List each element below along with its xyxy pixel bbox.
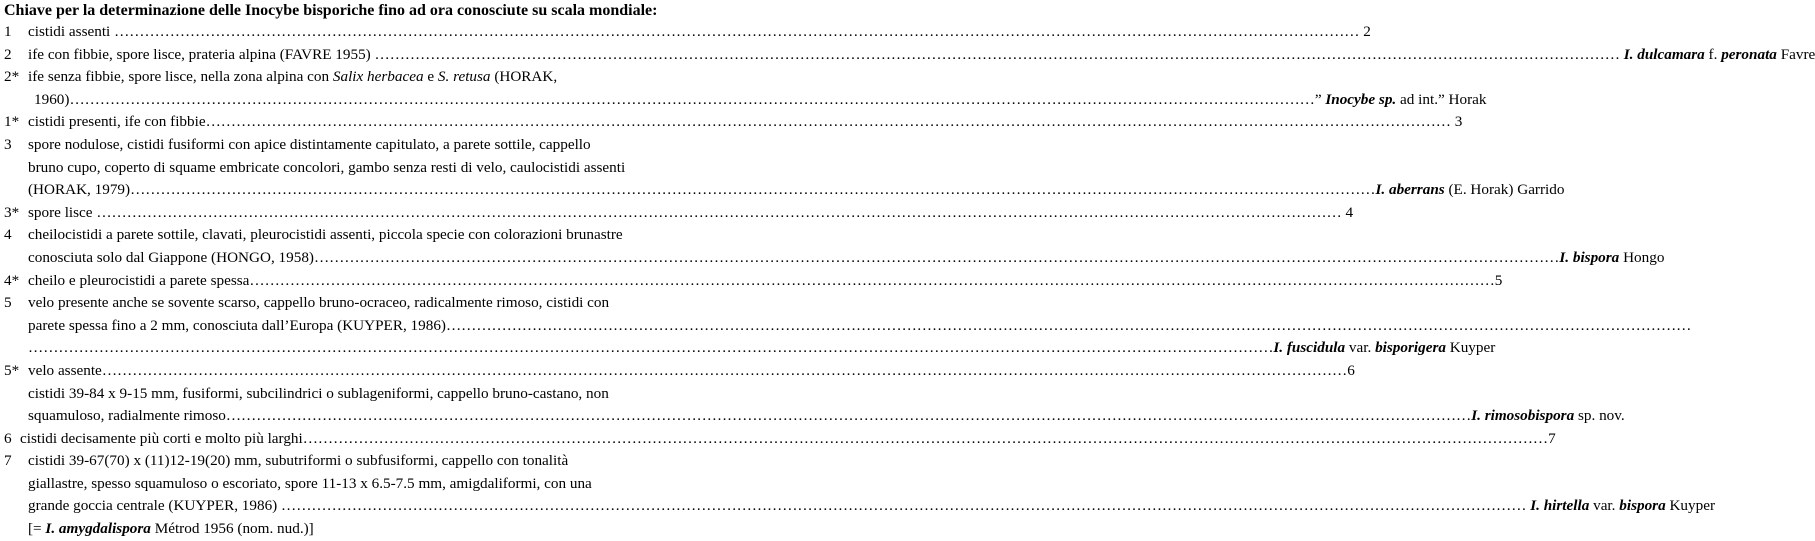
taxon-name: I. bispora xyxy=(1559,248,1620,266)
entry-text: velo assente xyxy=(28,361,102,379)
taxon-name: I. rimosobispora xyxy=(1471,407,1575,425)
entry-text-cont: giallastre, spesso squamuloso o escoriato, spore 11-13 x 6.5-7.5 mm, amigdaliformi, con una xyxy=(28,474,592,492)
entry-number: 2* xyxy=(4,68,20,86)
taxon-author: Kuyper xyxy=(1669,497,1716,515)
entry-text: squamuloso, radialmente rimoso xyxy=(28,407,226,425)
key-entry-5-star-cont xyxy=(4,405,1625,428)
key-entry-2-star-cont xyxy=(4,89,1487,112)
key-entry-7 xyxy=(4,450,796,473)
key-entry-1 xyxy=(4,21,1371,44)
entry-number: 5* xyxy=(4,361,20,379)
entry-number: 1 xyxy=(4,23,12,40)
entry-target: 3 xyxy=(1454,113,1463,131)
entry-number: 4* xyxy=(4,271,20,289)
taxon-name: I. dulcamara xyxy=(1623,45,1705,63)
leader-dots xyxy=(314,247,1559,270)
entry-text: cheilocistidi a parete sottile, clavati, pleurocistidi assenti, piccola specie con colorazioni brunastre xyxy=(28,226,623,244)
key-entry-4-star xyxy=(4,270,1503,293)
entry-text: parete spessa fino a 2 mm, conosciuta dall’Europa (KUYPER, 1986) xyxy=(28,316,446,334)
key-title: Chiave per la determinazione delle Inocybe bisporiche fino ad ora conosciute su scala mondiale: xyxy=(4,2,658,19)
entry-text: ife con fibbie, spore lisce, prateria alpina (FAVRE 1955) xyxy=(28,45,371,63)
leader-dots xyxy=(130,179,1375,202)
taxon-author: Favre xyxy=(1780,45,1815,63)
leader-dots xyxy=(102,360,1347,383)
entry-text: (HORAK, 1979) xyxy=(28,181,131,199)
key-entry-5-cont2 xyxy=(4,337,1496,360)
synonym-author: Métrod 1956 (nom. nud.)] xyxy=(150,520,314,538)
entry-text: cistidi presenti, ife con fibbie xyxy=(28,113,206,131)
taxon-name: Inocybe sp. xyxy=(1325,90,1397,108)
key-entry-3-star xyxy=(4,202,1354,225)
key-entry-7-synonym xyxy=(4,518,796,541)
entry-number: 7 xyxy=(4,452,12,470)
leader-dots xyxy=(375,44,1620,67)
taxon-name: I. aberrans xyxy=(1375,181,1445,199)
entry-number: 6 xyxy=(4,429,12,447)
leader-dots xyxy=(206,111,1451,134)
entry-number: 1* xyxy=(4,113,20,131)
key-entry-4 xyxy=(4,224,796,247)
entry-target: 2 xyxy=(1363,23,1371,40)
leader-dots xyxy=(69,89,1314,112)
key-entry-1-star xyxy=(4,111,1463,134)
leader-dots xyxy=(281,495,1526,518)
leader-dots xyxy=(28,337,1273,360)
key-entry-4-cont xyxy=(4,247,1665,270)
entry-target: 7 xyxy=(1548,429,1556,447)
entry-text: 1960) xyxy=(34,90,70,108)
taxon-author: Kuyper xyxy=(1449,339,1496,357)
taxon-rank: f. xyxy=(1708,45,1718,63)
taxon-name: I. fuscidula xyxy=(1273,339,1346,357)
taxon-epithet: bispora xyxy=(1619,497,1666,515)
taxon-retusa: S. retusa xyxy=(437,68,491,86)
taxon-author: (E. Horak) Garrido xyxy=(1448,181,1565,199)
leader-dots xyxy=(96,202,1341,225)
entry-text: cistidi 39-67(70) x (11)12-19(20) mm, subutriformi o subfusiformi, cappello con tonalità xyxy=(28,452,569,470)
taxon-epithet: peronata xyxy=(1721,45,1777,63)
document xyxy=(0,1,1815,541)
key-entry-2-star xyxy=(4,66,796,89)
entry-text: grande goccia centrale (KUYPER, 1986) xyxy=(28,497,278,515)
entry-text-ref: (HORAK, xyxy=(490,68,558,86)
quote-mark: ” xyxy=(1314,90,1322,108)
entry-text-cont: bruno cupo, coperto di squame embricate concolori, gambo senza resti di velo, caulocistidi assenti xyxy=(28,158,626,176)
key-entry-3 xyxy=(4,134,796,157)
entry-number: 2 xyxy=(4,45,12,63)
entry-number: 3* xyxy=(4,203,20,221)
leader-dots xyxy=(226,405,1471,428)
entry-text: ife senza fibbie, spore lisce, nella zona alpina con xyxy=(28,68,333,86)
leader-dots xyxy=(249,270,1494,293)
leader-dots xyxy=(446,315,1691,338)
entry-number: 5 xyxy=(4,294,12,312)
entry-number: 3 xyxy=(4,135,12,153)
taxon-epithet: bisporigera xyxy=(1375,339,1446,357)
key-entry-6 xyxy=(4,428,1556,451)
leader-dots xyxy=(114,21,1359,44)
entry-text: velo presente anche se sovente scarso, cappello bruno-ocraceo, radicalmente rimoso, cistidi con xyxy=(28,294,610,312)
taxon-author: Hongo xyxy=(1623,248,1665,266)
key-entry-7-cont xyxy=(4,495,1716,518)
key-entry-5-cont xyxy=(4,315,796,338)
entry-text: spore lisce xyxy=(28,203,93,221)
taxon-name: I. hirtella xyxy=(1530,497,1590,515)
entry-target: 4 xyxy=(1345,203,1354,221)
leader-dots xyxy=(303,428,1548,451)
key-entry-5 xyxy=(4,292,796,315)
taxon-salix: Salix herbacea xyxy=(332,68,424,86)
taxon-author: sp. nov. xyxy=(1577,407,1625,425)
entry-text: conosciuta solo dal Giappone (HONGO, 1958) xyxy=(28,248,314,266)
entry-target: 6 xyxy=(1347,361,1355,379)
entry-text: spore nodulose, cistidi fusiformi con apice distintamente capitulato, a parete sottile, cappello xyxy=(28,135,591,153)
taxon-rank: var. xyxy=(1593,497,1616,515)
key-entry-3-cont xyxy=(4,179,1565,202)
entry-target: 5 xyxy=(1494,271,1503,289)
entry-text: cistidi decisamente più corti e molto più larghi xyxy=(20,429,303,447)
entry-text: cistidi assenti xyxy=(28,23,111,40)
taxon-rank: var. xyxy=(1348,339,1372,357)
entry-text-cont: cistidi 39-84 x 9-15 mm, fusiformi, subcilindrici o sublageniformi, cappello bruno-castano, non xyxy=(28,384,609,402)
entry-text-and: e xyxy=(423,68,438,86)
synonym-taxon: I. amygdalispora xyxy=(45,520,151,538)
entry-number: 4 xyxy=(4,226,12,244)
taxon-author: ad int.” Horak xyxy=(1400,90,1487,108)
key-entry-2 xyxy=(4,44,1815,67)
key-entry-5-star xyxy=(4,360,1355,383)
synonym-open: [= xyxy=(28,520,46,538)
entry-text: cheilo e pleurocistidi a parete spessa xyxy=(28,271,250,289)
